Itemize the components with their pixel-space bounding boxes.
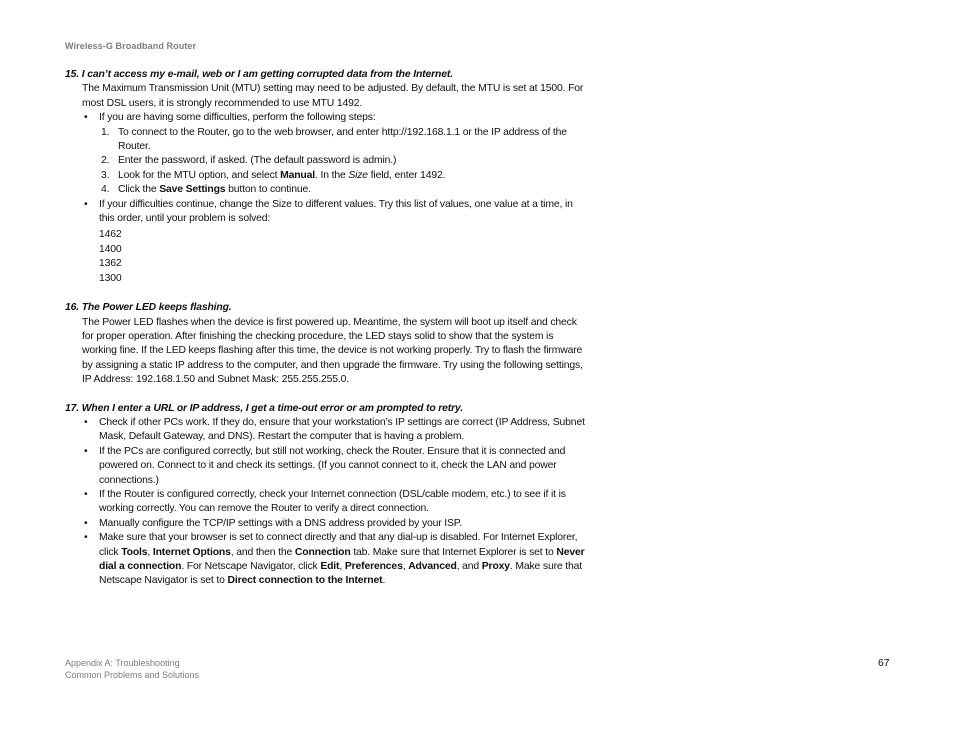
section-15-intro: The Maximum Transmission Unit (MTU) setting may need to be adjusted. By default, the MTU is set at 1500. For most DSL users, it is strongly recommended to use MTU 1492. (82, 83, 584, 109)
section-17-bullets (65, 416, 590, 589)
step-number: 4. (101, 184, 110, 196)
connection-term: Connection (294, 546, 351, 558)
section-17 (65, 402, 590, 589)
page-number: 67 (878, 658, 890, 669)
bullet-item: • If the PCs are configured correctly, but still not working, check the Router. Ensure that it is connected and powered on. Connect to it and check its settings. (If you cannot connect to it, check the LAN and power connections.) (82, 445, 590, 488)
footer-appendix: Appendix A: Troubleshooting (65, 658, 180, 668)
step-text-post: field, enter 1492. (367, 169, 446, 181)
section-15-title: 15. I can’t access my e-mail, web or I am getting corrupted data from the Internet. (65, 69, 453, 80)
step-number: 1. (101, 126, 110, 138)
step-item (99, 169, 590, 183)
mtu-value: 1300 (99, 272, 122, 284)
step-item (99, 154, 590, 168)
bullet-item (82, 111, 590, 197)
mtu-values-list (99, 228, 590, 286)
step-text-pre: Click the (118, 184, 160, 196)
bullet-text: If you are having some difficulties, perform the following steps: (99, 112, 376, 124)
text-run: , and (456, 561, 482, 572)
step-text-pre: Look for the MTU option, and select (118, 169, 281, 181)
step-number: 3. (101, 169, 110, 181)
mtu-value: 1462 (99, 229, 122, 241)
step-item (99, 183, 590, 197)
section-16-title: 16. The Power LED keeps flashing. (65, 302, 232, 314)
step-text: To connect to the Router, go to the web browser, and enter http://192.168.1.1 or the IP address of the Router. (118, 126, 567, 153)
mtu-value: 1362 (99, 258, 122, 270)
steps-list (99, 126, 590, 198)
bullet-item: • Manually configure the TCP/IP settings with a DNS address provided by your ISP. (82, 517, 590, 531)
bullet-item (82, 198, 590, 286)
footer (65, 657, 199, 681)
never-dial-term: Never dial a connection (99, 546, 585, 572)
bullet-item (82, 531, 590, 589)
preferences-term: Preferences (344, 561, 403, 572)
text-run: , (147, 546, 153, 558)
footer-section: Common Problems and Solutions (65, 670, 200, 680)
internet-options-term: Internet Options (152, 546, 231, 558)
step-text: Enter the password, if asked. (The default password is admin.) (118, 155, 397, 167)
running-header: Wireless-G Broadband Router (65, 41, 197, 51)
step-item (99, 126, 590, 155)
text-run: . For Netscape Navigator, click (181, 561, 321, 572)
step-number: 2. (101, 155, 110, 167)
advanced-term: Advanced (408, 561, 457, 572)
save-settings-term: Save Settings (159, 184, 226, 196)
size-term: Size (348, 169, 368, 181)
bullet-text: If your difficulties continue, change the Size to different values. Try this list of values, one value at a time, in this order, until your problem is solved: (99, 198, 573, 225)
text-run: , (339, 561, 345, 572)
section-17-title: 17. When I enter a URL or IP address, I get a time-out error or am prompted to retry. (65, 402, 463, 414)
text-run: . Make sure that Netscape Navigator is set to (99, 561, 583, 587)
text-run: . (382, 575, 386, 587)
text-run: tab. Make sure that Internet Explorer is set to (350, 546, 557, 558)
tools-term: Tools (121, 546, 148, 558)
section-16-body: The Power LED flashes when the device is first powered up. Meantime, the system will boot up itself and check for proper operation. After finishing the checking procedure, the LED stays solid to show that the system is working fine. If the LED keeps flashing after this time, the device is not working properly. Try to flash the firmware by assigning a static IP address to the computer, and then upgrade the firmware. Try using the following settings, IP Address: 192.168.1.50 and Subnet Mask: 255.255.255.0. (82, 316, 583, 386)
step-text-mid: . In the (315, 169, 349, 181)
text-run: , (402, 561, 409, 572)
section-15 (65, 68, 590, 286)
bullet-item: • Check if other PCs work. If they do, ensure that your workstation’s IP settings are correct (IP Address, Subnet Mask, Default Gateway, and DNS). Restart the computer that is having a problem. (82, 416, 590, 445)
edit-term: Edit (320, 561, 340, 572)
direct-connection-term: Direct connection to the Internet (227, 575, 383, 587)
bullet-item: • If the Router is configured correctly, check your Internet connection (DSL/cable modem, etc.) to see if it is working correctly. You can remove the Router to verify a direct connection. (82, 488, 590, 517)
mtu-value: 1400 (99, 243, 122, 255)
manual-term: Manual (280, 169, 315, 181)
section-15-bullets (65, 111, 590, 286)
document-body (65, 68, 590, 589)
step-text-post: button to continue. (225, 184, 311, 196)
proxy-term: Proxy (481, 561, 510, 572)
text-run: Make sure that your browser is set to connect directly and that any dial-up is disabled. For Internet Explorer, click (99, 532, 578, 558)
section-16 (65, 301, 590, 387)
text-run: , and then the (230, 546, 295, 558)
